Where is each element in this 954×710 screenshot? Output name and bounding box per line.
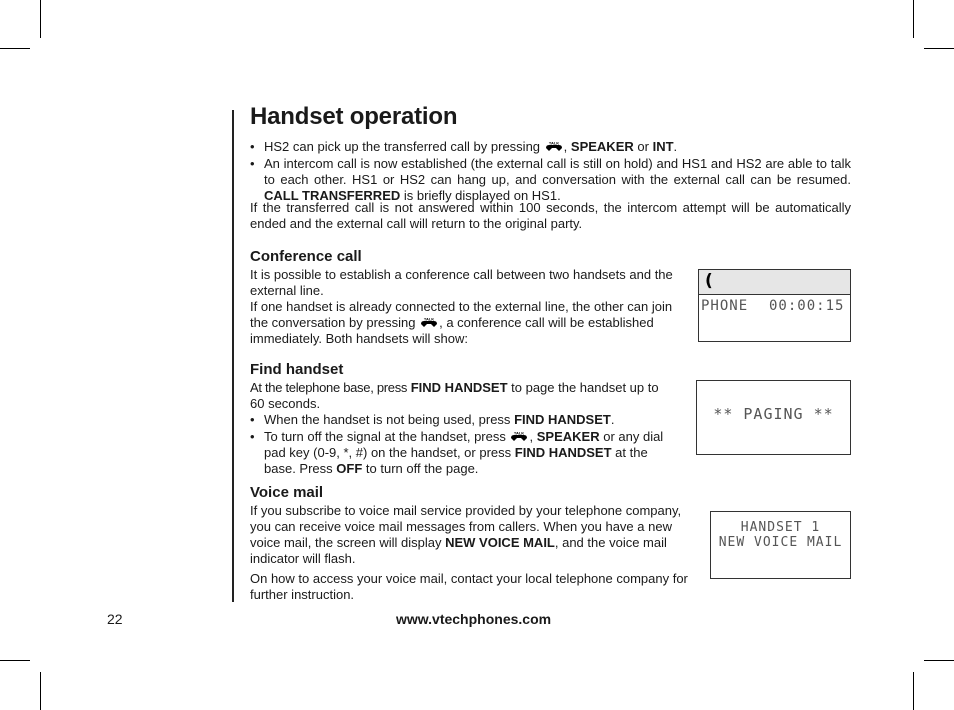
lcd-status-bar (699, 270, 850, 295)
bullet-text: at the base. Press (264, 445, 648, 476)
find-handset-bullets (250, 412, 676, 478)
voice-mail-paragraph (250, 503, 690, 567)
paragraph-text: , a conference call will be established immediately. Both handsets will show: (250, 315, 654, 346)
list-item (250, 139, 851, 155)
find-handset-intro (250, 380, 676, 412)
find-handset-heading: Find handset (250, 361, 344, 378)
crop-mark (40, 0, 41, 38)
find-handset-key-label: FIND HANDSET (514, 445, 612, 460)
crop-mark (0, 48, 30, 49)
lcd-screen-paging (696, 380, 851, 455)
paragraph-text: to page the handset up to 60 seconds. (250, 380, 659, 411)
separator: . (610, 412, 615, 427)
lcd-screen-conference (698, 269, 851, 342)
crop-mark (40, 672, 41, 710)
phone-handset-icon: ( (705, 271, 713, 291)
bullet-text: or (637, 139, 649, 154)
separator: , (529, 429, 534, 444)
int-key-label: INT (652, 139, 674, 154)
bullet-text: to turn off the page. (365, 461, 479, 476)
crop-mark (913, 672, 914, 710)
speaker-key-label: SPEAKER (536, 429, 600, 444)
find-handset-key-label: FIND HANDSET (410, 380, 508, 395)
talk-key-icon (545, 140, 563, 152)
talk-key-icon (420, 316, 438, 328)
talk-key-label: TALK (548, 140, 559, 146)
talk-key-label: TALK (423, 316, 435, 322)
crop-mark (924, 48, 954, 49)
margin-rule (232, 110, 234, 602)
call-timer: 00:00:15 (769, 298, 845, 314)
talk-key-label: TALK (514, 430, 525, 436)
crop-mark (913, 0, 914, 38)
lcd-screen-voice-mail (710, 511, 851, 579)
list-item (250, 412, 676, 428)
transfer-timeout-paragraph: If the transferred call is not answered within 100 seconds, the intercom attempt will be automatically ended and the external call will return to the original party. (250, 200, 851, 231)
crop-mark (924, 660, 954, 661)
off-key-label: OFF (336, 461, 363, 476)
lcd-line: HANDSET 1 (740, 520, 821, 535)
voice-mail-heading: Voice mail (250, 484, 324, 501)
speaker-key-label: SPEAKER (570, 139, 634, 154)
paragraph-text: If one handset is already connected to the external line, the other can join the conversation by pressing (250, 299, 673, 330)
separator: , (563, 139, 568, 154)
conference-paragraph (250, 267, 676, 347)
paragraph-text: At the telephone base, press (250, 380, 408, 395)
crop-mark (0, 660, 30, 661)
list-item (250, 429, 676, 477)
page-title: Handset operation (250, 103, 458, 130)
bullet-text: To turn off the signal at the handset, press (264, 429, 506, 444)
talk-key-icon (510, 430, 528, 442)
conference-heading: Conference call (250, 248, 362, 265)
list-item (250, 156, 851, 204)
lcd-text: PHONE (701, 298, 749, 314)
paragraph-text: If you subscribe to voice mail service provided by your telephone company, you can receive voice mail messages from callers. When you have a new voice mail, the screen will display (250, 503, 682, 550)
paragraph-text: It is possible to establish a conference call between two handsets and the external line. (250, 267, 673, 298)
display-message: CALL TRANSFERRED (264, 188, 401, 203)
website-link[interactable]: www.vtechphones.com (396, 611, 552, 627)
bullet-text: is briefly displayed on HS1. (403, 188, 561, 203)
bullet-text: HS2 can pick up the transferred call by pressing (264, 139, 541, 154)
lcd-line: NEW VOICE MAIL (718, 535, 843, 550)
transfer-bullets (250, 139, 851, 205)
paragraph-text: , and the voice mail indicator will flash. (250, 535, 667, 566)
page-number: 22 (107, 611, 123, 627)
separator: . (673, 139, 678, 154)
lcd-line (699, 298, 850, 318)
display-message: NEW VOICE MAIL (445, 535, 555, 550)
find-handset-key-label: FIND HANDSET (514, 412, 611, 427)
bullet-text: When the handset is not being used, press (264, 412, 511, 427)
lcd-line: ** PAGING ** (713, 405, 834, 423)
bullet-text: or any dial pad key (0-9, *, #) on the handset, or press (264, 429, 664, 460)
bullet-text: An intercom call is now established (the external call is still on hold) and HS1 and HS2 are able to talk to each other. HS1 or HS2 can hang up, and conversation with the external call can be resumed. (264, 156, 851, 187)
voice-mail-access-paragraph: On how to access your voice mail, contact your local telephone company for further instruction. (250, 571, 688, 602)
